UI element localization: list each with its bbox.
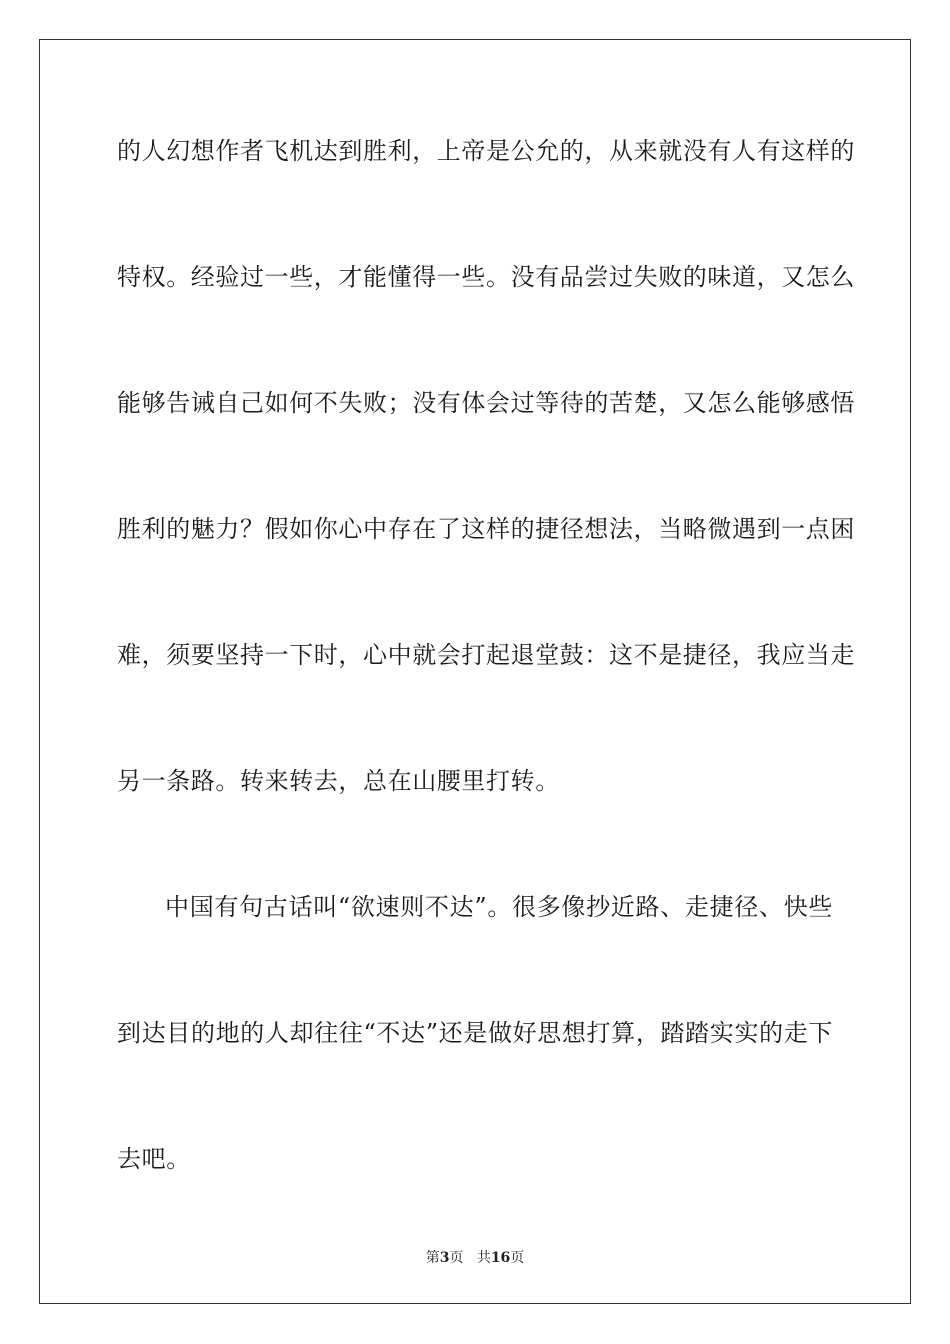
body-text [117,120,855,1254]
footer-page-suffix: 页 [449,1250,464,1266]
text-line: 难，须要坚持一下时，心中就会打起退堂鼓：这不是捷径，我应当走 [117,641,855,669]
text-line: 到达目的地的人却往往“不达”还是做好思想打算，踏踏实实的走下 [117,1019,833,1047]
text-line: 胜利的魅力？假如你心中存在了这样的捷径想法，当略微遇到一点困 [117,515,855,543]
text-line: 去吧。 [117,1145,191,1173]
footer-total-suffix: 页 [510,1250,525,1266]
paragraph-first-line: 中国有句古话叫“欲速则不达”。很多像抄近路、走捷径、快些 [165,893,833,921]
page-number: 3 [439,1250,450,1266]
footer-total-prefix: 共 [476,1250,491,1266]
text-line: 另一条路。转来转去，总在山腰里打转。 [117,767,560,795]
text-line: 的人幻想作者飞机达到胜利，上帝是公允的，从来就没有人有这样的 [117,137,855,165]
text-line: 特权。经验过一些，才能懂得一些。没有品尝过失败的味道，又怎么 [117,263,855,291]
total-pages: 16 [490,1250,511,1266]
page-footer [0,1247,950,1267]
text-line: 能够告诫自己如何不失败；没有体会过等待的苦楚，又怎么能够感悟 [117,389,855,417]
footer-prefix: 第 [425,1250,440,1266]
